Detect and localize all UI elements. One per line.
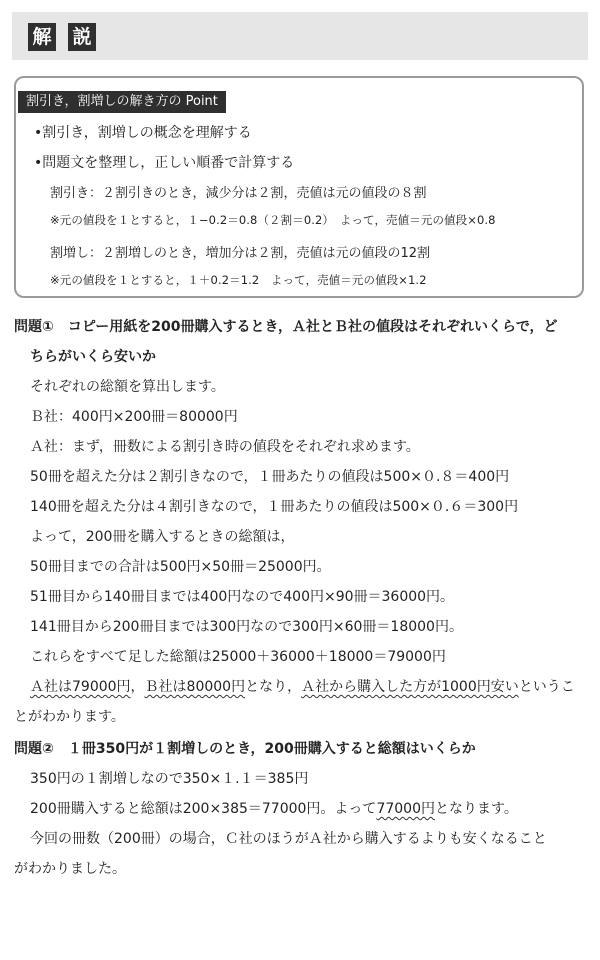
q1-line-5: 140冊を超えた分は４割引きなので，１冊あたりの値段は500×０.６＝300円 — [30, 499, 519, 515]
header-char-1: 解 — [28, 23, 56, 51]
surcharge-line: 割増し：２割増しのとき，増加分は２割，売値は元の値段の12割 — [50, 246, 431, 261]
surcharge-note: ※元の値段を１とすると，１＋0.2＝1.2 よって，売値＝元の値段×1.2 — [50, 273, 427, 287]
q1-line-7: 50冊目までの合計は500円×50冊＝25000円。 — [30, 559, 331, 575]
point-box — [14, 76, 584, 298]
header-char-2: 説 — [68, 23, 96, 51]
q2-line-4: がわかりました。 — [14, 861, 126, 877]
q2-answer: 77000円 — [376, 801, 435, 817]
q1-comma: ， — [130, 679, 145, 695]
q1-conj: となり， — [245, 679, 302, 695]
q2-line-1: 350円の１割増しなので350×１.１＝385円 — [30, 771, 309, 787]
q1-line-10: これらをすべて足した総額は25000＋36000＋18000＝79000円 — [30, 649, 446, 665]
q1-conclusion-line1 — [30, 676, 575, 696]
q1-line-9: 141冊目から200冊目までは300円なので300円×60冊＝18000円。 — [30, 619, 463, 635]
q1-result: Ａ社から購入した方が1000円安い — [301, 679, 519, 695]
q2-line-3: 今回の冊数（200冊）の場合，Ｃ社のほうがＡ社から購入するよりも安くなること — [30, 831, 547, 847]
point-title: 割引き，割増しの解き方の Point — [18, 91, 226, 113]
q2-line-2 — [30, 798, 518, 818]
q2-line2-tail: となります。 — [434, 801, 518, 817]
q1-title-line1: 問題① コピー用紙を200冊購入するとき，Ａ社とＢ社の値段はそれぞれいくらで，ど — [14, 319, 558, 335]
point-bullet-1: •割引き，割増しの概念を理解する — [34, 125, 252, 141]
q1-b-total: Ｂ社は80000円 — [144, 679, 246, 695]
q1-title-line2: ちらがいくら安いか — [30, 349, 156, 365]
q2-title: 問題② １冊350円が１割増しのとき，200冊購入すると総額はいくらか — [14, 741, 476, 757]
discount-line: 割引き：２割引きのとき，減少分は２割，売値は元の値段の８割 — [50, 186, 427, 201]
q1-line-2: Ｂ社：400円×200冊＝80000円 — [30, 409, 238, 425]
q1-line-8: 51冊目から140冊目までは400円なので400円×90冊＝36000円。 — [30, 589, 455, 605]
q1-line-4: 50冊を超えた分は２割引きなので，１冊あたりの値段は500×０.８＝400円 — [30, 469, 510, 485]
q1-line-1: それぞれの総額を算出します。 — [30, 379, 225, 395]
q1-conclusion-line2: とがわかります。 — [14, 709, 125, 725]
point-bullet-2: •問題文を整理し，正しい順番で計算する — [34, 155, 295, 171]
q1-a-total: Ａ社は79000円 — [30, 679, 131, 695]
q1-line-3: Ａ社：まず，冊数による割引き時の値段をそれぞれ求めます。 — [30, 439, 420, 455]
q1-tail: というこ — [518, 679, 575, 695]
q1-line-6: よって，200冊を購入するときの総額は， — [30, 529, 295, 545]
section-header — [12, 12, 588, 60]
discount-note: ※元の値段を１とすると，１−0.2＝0.8（２割＝0.2） よって，売値＝元の値段×0.8 — [50, 213, 496, 227]
q2-line2-text: 200冊購入すると総額は200×385＝77000円。よって — [30, 801, 377, 817]
